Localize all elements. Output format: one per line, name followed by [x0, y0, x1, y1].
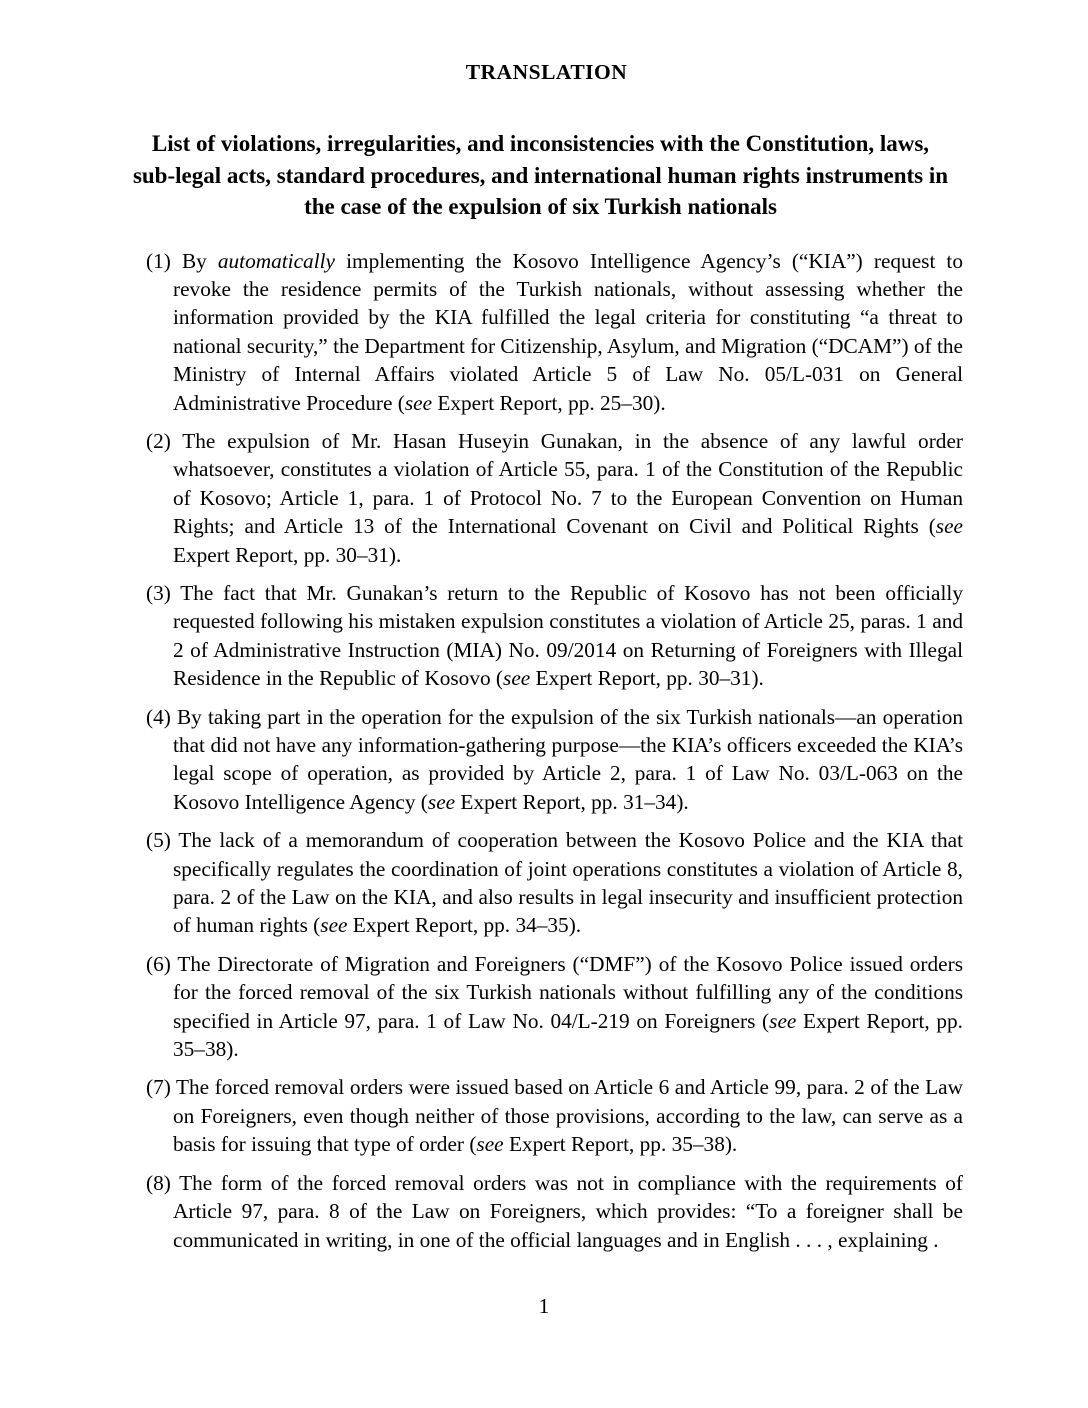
- item-text: By taking part in the operation for the expulsion of the six Turkish nationals—an operation that did not have any information-gathering purpose—the KIA’s officers exceeded the KIA’s legal scope of operation, as provided by Article 2, para. 1 of Law No. 03/L-063 on the Kosovo Intelligence Agency (see Expert Report, pp. 31–34).: [173, 704, 963, 814]
- list-item: [146, 703, 963, 817]
- list-item: [146, 1169, 963, 1254]
- item-number: (3): [146, 580, 171, 605]
- item-text: The fact that Mr. Gunakan’s return to the Republic of Kosovo has not been officially requested following his mistaken expulsion constitutes a violation of Article 25, paras. 1 and 2 of Administrative Instruction (MIA) No. 09/2014 on Returning of Foreigners with Illegal Residence in the Republic of Kosovo (see Expert Report, pp. 30–31).: [173, 580, 963, 691]
- item-number: (5): [146, 828, 171, 853]
- item-number: (2): [146, 428, 171, 453]
- item-text: The form of the forced removal orders was not in compliance with the requirements of Article 97, para. 8 of the Law on Foreigners, which provides: “To a foreigner shall be communicated in writing, in one of the official languages and in English . . . , explaining .: [173, 1170, 963, 1252]
- list-item: [146, 579, 963, 693]
- list-item: [146, 427, 963, 569]
- item-text: The lack of a memorandum of cooperation between the Kosovo Police and the KIA that specifically regulates the coordination of joint operations constitutes a violation of Article 8, para. 2 of the Law on the KIA, and also results in legal insecurity and insufficient protection of human rights (see Expert Report, pp. 34–35).: [173, 828, 963, 938]
- page-number: 1: [538, 1294, 550, 1318]
- document-title: List of violations, irregularities, and inconsistencies with the Constitution, laws, sub-legal acts, standard procedures, and international human rights instruments in the case of the expulsion of six Turkish nationals: [132, 131, 949, 219]
- list-item: [146, 1073, 963, 1158]
- item-number: (6): [146, 951, 171, 976]
- item-text: The forced removal orders were issued based on Article 6 and Article 99, para. 2 of the Law on Foreigners, even though neither of those provisions, according to the law, can serve as a basis for issuing that type of order (see Expert Report, pp. 35–38).: [173, 1075, 963, 1157]
- item-number: (4): [146, 704, 171, 729]
- item-number: (8): [146, 1170, 171, 1195]
- item-text: The expulsion of Mr. Hasan Huseyin Gunakan, in the absence of any lawful order whatsoever, constitutes a violation of Article 55, para. 1 of the Constitution of the Republic of Kosovo; Article 1, para. 1 of Protocol No. 7 to the European Convention on Human Rights; and Article 13 of the International Covenant on Civil and Political Rights (see Expert Report, pp. 30–31).: [173, 428, 963, 567]
- item-number: (1): [146, 248, 171, 273]
- list-item: [146, 247, 963, 417]
- violation-list: [146, 247, 963, 1254]
- item-number: (7): [146, 1075, 171, 1100]
- item-text: By automatically implementing the Kosovo Intelligence Agency’s (“KIA”) request to revoke the residence permits of the Turkish nationals, without assessing whether the information provided by the KIA fulfilled the legal criteria for constituting “a threat to national security,” the Department for Citizenship, Asylum, and Migration (“DCAM”) of the Ministry of Internal Affairs violated Article 5 of Law No. 05/L-031 on General Administrative Procedure (see Expert Report, pp. 25–30).: [173, 248, 964, 415]
- document-header: TRANSLATION: [465, 60, 628, 84]
- list-item: [146, 826, 963, 940]
- item-text: The Directorate of Migration and Foreigners (“DMF”) of the Kosovo Police issued orders for the forced removal of the six Turkish nationals without fulfilling any of the conditions specified in Article 97, para. 1 of Law No. 04/L-219 on Foreigners (see Expert Report, pp. 35–38).: [173, 951, 963, 1062]
- list-item: [146, 950, 963, 1064]
